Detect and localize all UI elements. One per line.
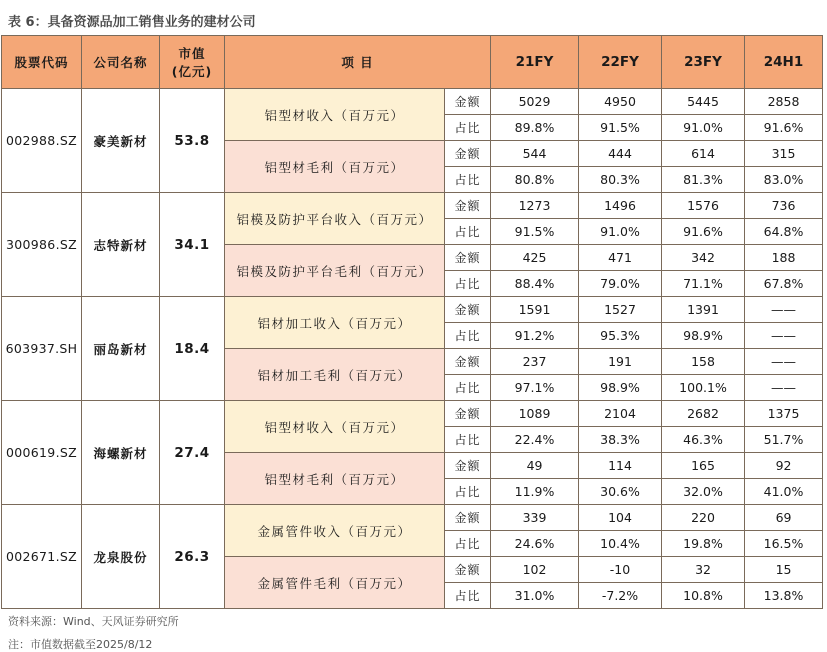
value-cell: 91.5% (491, 219, 579, 245)
value-cell: -7.2% (579, 583, 662, 609)
metric-label-cell: 金额 (445, 349, 491, 375)
value-cell: 91.0% (662, 115, 745, 141)
company-name-cell: 丽岛新材 (82, 297, 160, 401)
value-cell: 30.6% (579, 479, 662, 505)
value-cell: 614 (662, 141, 745, 167)
table-row (2, 193, 823, 219)
metric-label-cell: 金额 (445, 557, 491, 583)
metric-label-cell: 金额 (445, 245, 491, 271)
value-cell: 165 (662, 453, 745, 479)
table-row (2, 297, 823, 323)
metric-label-cell: 占比 (445, 271, 491, 297)
value-cell: 2104 (579, 401, 662, 427)
item-label-cell: 铝型材收入（百万元） (225, 89, 445, 141)
value-cell: 13.8% (745, 583, 823, 609)
value-cell: 315 (745, 141, 823, 167)
value-cell: 471 (579, 245, 662, 271)
value-cell: 158 (662, 349, 745, 375)
value-cell: 97.1% (491, 375, 579, 401)
item-label-cell: 铝模及防护平台收入（百万元） (225, 193, 445, 245)
item-label-cell: 铝型材收入（百万元） (225, 401, 445, 453)
stock-code-cell: 002988.SZ (2, 89, 82, 193)
value-cell: —— (745, 349, 823, 375)
value-cell: 4950 (579, 89, 662, 115)
metric-label-cell: 金额 (445, 401, 491, 427)
value-cell: 1576 (662, 193, 745, 219)
value-cell: 5029 (491, 89, 579, 115)
table-body (2, 89, 823, 609)
metric-label-cell: 金额 (445, 141, 491, 167)
source-note: 资料来源：Wind、天风证券研究所 (8, 615, 179, 628)
header-market-cap-line2: (亿元) (171, 64, 213, 79)
metric-label-cell: 金额 (445, 453, 491, 479)
value-cell: 38.3% (579, 427, 662, 453)
value-cell: 83.0% (745, 167, 823, 193)
market-cap-cell: 34.1 (160, 193, 225, 297)
value-cell: 2858 (745, 89, 823, 115)
value-cell: 41.0% (745, 479, 823, 505)
value-cell: 64.8% (745, 219, 823, 245)
value-cell: 1273 (491, 193, 579, 219)
metric-label-cell: 金额 (445, 193, 491, 219)
metric-label-cell: 占比 (445, 219, 491, 245)
value-cell: —— (745, 323, 823, 349)
header-year-21fy: 21FY (491, 36, 579, 89)
value-cell: 98.9% (662, 323, 745, 349)
value-cell: 736 (745, 193, 823, 219)
item-label-cell: 铝材加工毛利（百万元） (225, 349, 445, 401)
header-item: 项 目 (225, 36, 491, 89)
value-cell: 91.2% (491, 323, 579, 349)
building-materials-table (1, 35, 823, 609)
value-cell: 31.0% (491, 583, 579, 609)
value-cell: 10.8% (662, 583, 745, 609)
item-label-cell: 金属管件收入（百万元） (225, 505, 445, 557)
metric-label-cell: 占比 (445, 323, 491, 349)
value-cell: 69 (745, 505, 823, 531)
value-cell: 95.3% (579, 323, 662, 349)
value-cell: 339 (491, 505, 579, 531)
item-label-cell: 铝型材毛利（百万元） (225, 141, 445, 193)
value-cell: 91.0% (579, 219, 662, 245)
value-cell: —— (745, 375, 823, 401)
company-name-cell: 海螺新材 (82, 401, 160, 505)
value-cell: —— (745, 297, 823, 323)
value-cell: 544 (491, 141, 579, 167)
header-market-cap-line1: 市值 (178, 46, 206, 61)
header-company-name: 公司名称 (82, 36, 160, 89)
table-row (2, 89, 823, 115)
market-cap-cell: 27.4 (160, 401, 225, 505)
metric-label-cell: 占比 (445, 375, 491, 401)
item-label-cell: 铝材加工收入（百万元） (225, 297, 445, 349)
value-cell: 425 (491, 245, 579, 271)
value-cell: 91.6% (662, 219, 745, 245)
value-cell: 80.8% (491, 167, 579, 193)
value-cell: 1391 (662, 297, 745, 323)
header-year-22fy: 22FY (579, 36, 662, 89)
value-cell: 16.5% (745, 531, 823, 557)
stock-code-cell: 002671.SZ (2, 505, 82, 609)
value-cell: 237 (491, 349, 579, 375)
value-cell: 89.8% (491, 115, 579, 141)
item-label-cell: 金属管件毛利（百万元） (225, 557, 445, 609)
value-cell: 2682 (662, 401, 745, 427)
value-cell: 51.7% (745, 427, 823, 453)
value-cell: 71.1% (662, 271, 745, 297)
stock-code-cell: 000619.SZ (2, 401, 82, 505)
header-stock-code: 股票代码 (2, 36, 82, 89)
stock-code-cell: 603937.SH (2, 297, 82, 401)
value-cell: 79.0% (579, 271, 662, 297)
value-cell: 1375 (745, 401, 823, 427)
metric-label-cell: 占比 (445, 583, 491, 609)
value-cell: 104 (579, 505, 662, 531)
header-row (2, 36, 823, 89)
value-cell: 1496 (579, 193, 662, 219)
market-cap-cell: 53.8 (160, 89, 225, 193)
header-market-cap (160, 36, 225, 89)
table-row (2, 401, 823, 427)
table-row (2, 505, 823, 531)
value-cell: 91.6% (745, 115, 823, 141)
metric-label-cell: 金额 (445, 89, 491, 115)
value-cell: 11.9% (491, 479, 579, 505)
metric-label-cell: 金额 (445, 297, 491, 323)
value-cell: 100.1% (662, 375, 745, 401)
value-cell: 32.0% (662, 479, 745, 505)
value-cell: 220 (662, 505, 745, 531)
metric-label-cell: 占比 (445, 427, 491, 453)
value-cell: -10 (579, 557, 662, 583)
value-cell: 80.3% (579, 167, 662, 193)
metric-label-cell: 占比 (445, 167, 491, 193)
value-cell: 32 (662, 557, 745, 583)
value-cell: 444 (579, 141, 662, 167)
market-cap-cell: 18.4 (160, 297, 225, 401)
value-cell: 91.5% (579, 115, 662, 141)
item-label-cell: 铝型材毛利（百万元） (225, 453, 445, 505)
value-cell: 1527 (579, 297, 662, 323)
table-title: 表 6：具备资源品加工销售业务的建材公司 (8, 15, 256, 30)
company-name-cell: 豪美新材 (82, 89, 160, 193)
value-cell: 46.3% (662, 427, 745, 453)
stock-code-cell: 300986.SZ (2, 193, 82, 297)
header-year-24h1: 24H1 (745, 36, 823, 89)
value-cell: 24.6% (491, 531, 579, 557)
header-year-23fy: 23FY (662, 36, 745, 89)
value-cell: 10.4% (579, 531, 662, 557)
value-cell: 49 (491, 453, 579, 479)
value-cell: 5445 (662, 89, 745, 115)
company-name-cell: 志特新材 (82, 193, 160, 297)
value-cell: 15 (745, 557, 823, 583)
metric-label-cell: 占比 (445, 115, 491, 141)
value-cell: 19.8% (662, 531, 745, 557)
value-cell: 92 (745, 453, 823, 479)
value-cell: 342 (662, 245, 745, 271)
metric-label-cell: 金额 (445, 505, 491, 531)
metric-label-cell: 占比 (445, 531, 491, 557)
value-cell: 188 (745, 245, 823, 271)
footnote: 注：市值数据截至2025/8/12 (8, 638, 153, 651)
company-name-cell: 龙泉股份 (82, 505, 160, 609)
value-cell: 88.4% (491, 271, 579, 297)
value-cell: 191 (579, 349, 662, 375)
value-cell: 22.4% (491, 427, 579, 453)
value-cell: 98.9% (579, 375, 662, 401)
metric-label-cell: 占比 (445, 479, 491, 505)
value-cell: 1591 (491, 297, 579, 323)
item-label-cell: 铝模及防护平台毛利（百万元） (225, 245, 445, 297)
market-cap-cell: 26.3 (160, 505, 225, 609)
value-cell: 1089 (491, 401, 579, 427)
value-cell: 102 (491, 557, 579, 583)
value-cell: 114 (579, 453, 662, 479)
value-cell: 67.8% (745, 271, 823, 297)
value-cell: 81.3% (662, 167, 745, 193)
